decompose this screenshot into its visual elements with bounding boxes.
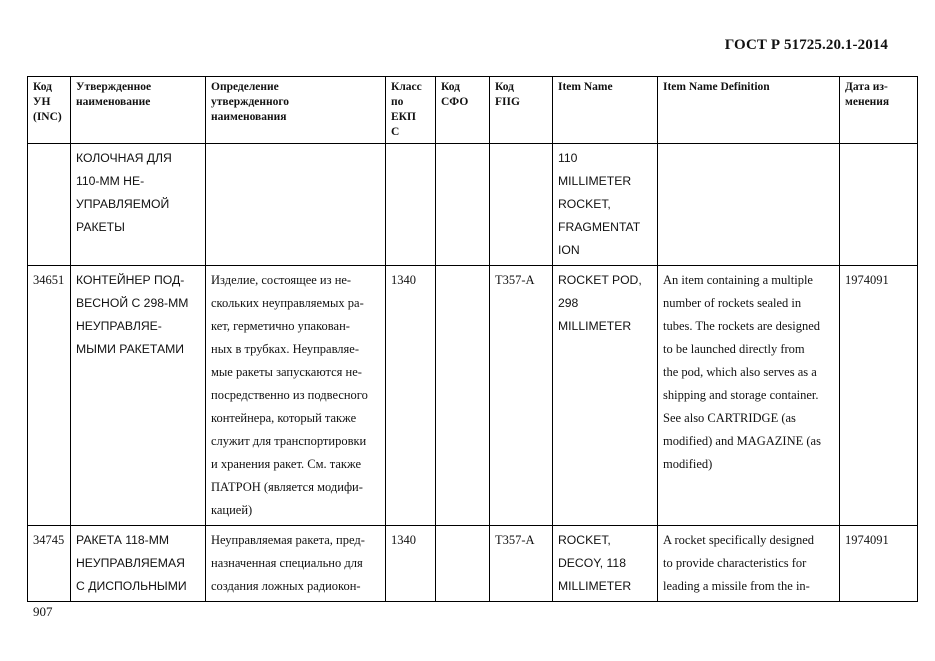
column-header-line: наименования [211, 111, 287, 123]
column-header-line: ЕКП [391, 111, 416, 123]
date-cell [840, 144, 918, 266]
table-row [28, 526, 918, 602]
sfo-code-cell [436, 144, 490, 266]
column-header-line: Код [495, 81, 515, 93]
item-definition-cell [658, 144, 840, 266]
definition-cell [206, 144, 386, 266]
item-name-cell [553, 144, 658, 266]
column-header [553, 77, 658, 144]
column-header [840, 77, 918, 144]
column-header-line: Код [441, 81, 461, 93]
approved-name-cell [71, 266, 206, 526]
cell-line: ВЕСНОЙ С 298-ММ [76, 296, 189, 310]
cell-line: ION [558, 243, 580, 257]
header-row [28, 77, 918, 144]
cell-line: назначенная специально для [211, 556, 363, 570]
cell-line: FRAGMENTAT [558, 220, 641, 234]
fiig-code-cell: T357-A [490, 266, 553, 526]
cell-line: An item containing a multiple [663, 273, 813, 287]
cell-line: ROCKET POD, [558, 273, 642, 287]
column-header-line: Item Name Definition [663, 81, 770, 93]
column-header-line: Класс [391, 81, 422, 93]
cell-line: кацией) [211, 503, 253, 517]
cell-line: РАКЕТЫ [76, 220, 125, 234]
class-cell [386, 144, 436, 266]
column-header-line: наименование [76, 96, 151, 108]
table-row [28, 266, 918, 526]
cell-line: ROCKET, [558, 533, 611, 547]
cell-line: посредственно из подвесного [211, 388, 368, 402]
cell-line: leading a missile from the in- [663, 579, 810, 593]
cell-line: ПАТРОН (является модифи- [211, 480, 363, 494]
cell-line: modified) and MAGAZINE (as [663, 434, 821, 448]
cell-line: See also CARTRIDGE (as [663, 411, 796, 425]
cell-line: создания ложных радиокон- [211, 579, 361, 593]
column-header-line: Определение [211, 81, 279, 93]
cell-line: 110-ММ НЕ- [76, 174, 145, 188]
inc-code-cell: 34651 [28, 266, 71, 526]
class-cell: 1340 [386, 526, 436, 602]
date-cell: 1974091 [840, 266, 918, 526]
table-body [28, 144, 918, 602]
item-definition-cell [658, 266, 840, 526]
item-name-cell [553, 266, 658, 526]
cell-line: С ДИСПОЛЬНЫМИ [76, 579, 187, 593]
cell-line: РАКЕТА 118-ММ [76, 533, 170, 547]
inc-code-cell: 34745 [28, 526, 71, 602]
class-cell: 1340 [386, 266, 436, 526]
item-name-cell [553, 526, 658, 602]
cell-line: КОНТЕЙНЕР ПОД- [76, 273, 185, 287]
table-row [28, 144, 918, 266]
cell-line: to provide characteristics for [663, 556, 807, 570]
column-header-line: (INC) [33, 111, 62, 123]
cell-line: MILLIMETER [558, 579, 632, 593]
cell-line: 110 [558, 151, 578, 165]
cell-line: и хранения ракет. См. также [211, 457, 361, 471]
column-header-line: С [391, 126, 400, 138]
column-header-line: утвержденного [211, 96, 290, 108]
definition-cell [206, 266, 386, 526]
column-header [71, 77, 206, 144]
cell-line: МЫМИ РАКЕТАМИ [76, 342, 184, 356]
cell-line: MILLIMETER [558, 319, 632, 333]
cell-line: НЕУПРАВЛЯЕМАЯ [76, 556, 185, 570]
cell-line: Неуправляемая ракета, пред- [211, 533, 365, 547]
document-title: ГОСТ Р 51725.20.1-2014 [724, 37, 888, 53]
cell-line: tubes. The rockets are designed [663, 319, 821, 333]
sfo-code-cell [436, 266, 490, 526]
fiig-code-cell [490, 144, 553, 266]
inc-code-cell [28, 144, 71, 266]
column-header [490, 77, 553, 144]
cell-line: служит для транспортировки [211, 434, 367, 448]
cell-line: Изделие, состоящее из не- [211, 273, 352, 287]
fiig-code-cell: T357-A [490, 526, 553, 602]
cell-line: ных в трубках. Неуправляе- [211, 342, 360, 356]
cell-line: ROCKET, [558, 197, 611, 211]
column-header [386, 77, 436, 144]
cell-line: 298 [558, 296, 579, 310]
cell-line: НЕУПРАВЛЯЕ- [76, 319, 162, 333]
column-header-line: по [391, 96, 404, 108]
column-header-line: Item Name [558, 81, 613, 93]
column-header-line: Код [33, 81, 53, 93]
definition-cell [206, 526, 386, 602]
cell-line: кет, герметично упакован- [211, 319, 350, 333]
cell-line: контейнера, который также [211, 411, 357, 425]
cell-line: скольких неуправляемых ра- [211, 296, 364, 310]
sfo-code-cell [436, 526, 490, 602]
column-header [658, 77, 840, 144]
column-header-line: FIIG [495, 96, 520, 108]
column-header-line: Дата из- [845, 81, 888, 93]
cell-line: shipping and storage container. [663, 388, 819, 402]
catalog-table [27, 76, 918, 602]
cell-line: A rocket specifically designed [663, 533, 814, 547]
cell-line: modified) [663, 457, 713, 471]
cell-line: the pod, which also serves as a [663, 365, 817, 379]
date-cell: 1974091 [840, 526, 918, 602]
page-number: 907 [33, 604, 53, 619]
approved-name-cell [71, 144, 206, 266]
column-header [436, 77, 490, 144]
column-header-line: Утвержденное [76, 81, 152, 93]
cell-line: DECOY, 118 [558, 556, 626, 570]
approved-name-cell [71, 526, 206, 602]
column-header-line: УН [33, 96, 51, 108]
cell-line: to be launched directly from [663, 342, 805, 356]
cell-line: КОЛОЧНАЯ ДЛЯ [76, 151, 172, 165]
column-header-line: СФО [441, 96, 469, 108]
cell-line: мые ракеты запускаются не- [211, 365, 362, 379]
column-header-line: менения [845, 96, 890, 108]
column-header [206, 77, 386, 144]
cell-line: MILLIMETER [558, 174, 632, 188]
column-header [28, 77, 71, 144]
item-definition-cell [658, 526, 840, 602]
cell-line: number of rockets sealed in [663, 296, 802, 310]
cell-line: УПРАВЛЯЕМОЙ [76, 197, 170, 211]
